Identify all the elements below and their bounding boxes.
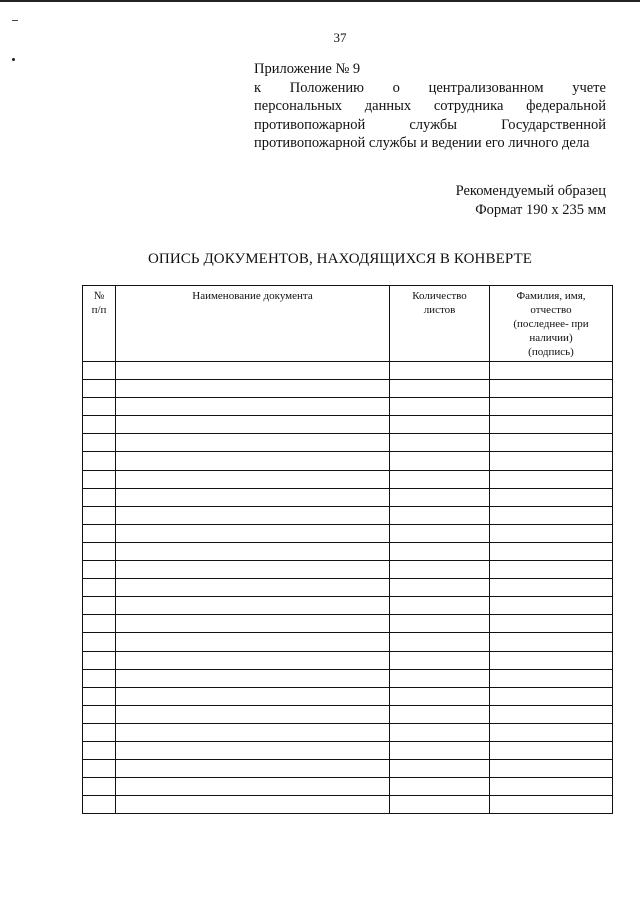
table-cell[interactable] [390, 651, 490, 669]
table-cell[interactable] [490, 615, 613, 633]
table-cell[interactable] [83, 615, 116, 633]
table-cell[interactable] [490, 669, 613, 687]
table-row [83, 380, 613, 398]
table-row [83, 452, 613, 470]
table-cell[interactable] [390, 362, 490, 380]
appendix-word: учете [572, 79, 606, 96]
table-cell[interactable] [83, 506, 116, 524]
table-cell[interactable] [116, 651, 390, 669]
table-cell[interactable] [490, 705, 613, 723]
table-cell[interactable] [83, 687, 116, 705]
header-text: Наименование документа [192, 290, 313, 302]
table-cell[interactable] [116, 452, 390, 470]
table-cell[interactable] [116, 362, 390, 380]
table-cell[interactable] [490, 561, 613, 579]
appendix-word: Государственной [501, 116, 606, 133]
table-cell[interactable] [490, 470, 613, 488]
table-cell[interactable] [390, 633, 490, 651]
table-cell[interactable] [390, 542, 490, 560]
sample-label: Рекомендуемый образец [455, 183, 606, 199]
scan-mark [12, 20, 18, 21]
table-row [83, 488, 613, 506]
table-cell[interactable] [83, 579, 116, 597]
header-text: листов [423, 304, 456, 316]
table-row [83, 597, 613, 615]
appendix-word: Положению [289, 79, 364, 96]
table-cell[interactable] [390, 416, 490, 434]
table-cell[interactable] [83, 705, 116, 723]
table-cell[interactable] [116, 633, 390, 651]
header-sheet-count [390, 286, 490, 362]
table-cell[interactable] [490, 488, 613, 506]
appendix-line-3 [254, 116, 606, 135]
table-cell[interactable] [83, 741, 116, 759]
table-cell[interactable] [83, 434, 116, 452]
table-cell[interactable] [490, 651, 613, 669]
table-cell[interactable] [83, 542, 116, 560]
table-cell[interactable] [83, 796, 116, 814]
table-cell[interactable] [116, 760, 390, 778]
table-cell[interactable] [83, 561, 116, 579]
header-text: № [93, 290, 105, 302]
table-cell[interactable] [83, 524, 116, 542]
table-cell[interactable] [116, 741, 390, 759]
table-cell[interactable] [116, 796, 390, 814]
table-row [83, 651, 613, 669]
table-cell[interactable] [83, 651, 116, 669]
table-row [83, 723, 613, 741]
table-cell[interactable] [83, 452, 116, 470]
header-text: (последнее- при [513, 318, 589, 330]
table-cell[interactable] [390, 488, 490, 506]
table-cell[interactable] [490, 579, 613, 597]
table-body [83, 362, 613, 814]
page-number: 37 [333, 30, 347, 45]
table-cell[interactable] [83, 398, 116, 416]
table-cell[interactable] [490, 597, 613, 615]
table-cell[interactable] [83, 470, 116, 488]
appendix-word: централизованном [428, 79, 544, 96]
table-row [83, 506, 613, 524]
table-cell[interactable] [390, 434, 490, 452]
table-cell[interactable] [490, 687, 613, 705]
table-cell[interactable] [390, 597, 490, 615]
table-cell[interactable] [490, 723, 613, 741]
table-cell[interactable] [490, 633, 613, 651]
table-row [83, 416, 613, 434]
table-cell[interactable] [490, 362, 613, 380]
table-cell[interactable] [390, 760, 490, 778]
table-cell[interactable] [83, 380, 116, 398]
table-cell[interactable] [116, 542, 390, 560]
table-cell[interactable] [390, 741, 490, 759]
table-cell[interactable] [490, 524, 613, 542]
appendix-word: к [254, 79, 262, 96]
appendix-word: федеральной [526, 98, 606, 114]
header-text: (подпись) [528, 346, 574, 358]
table-row [83, 561, 613, 579]
table-cell[interactable] [390, 561, 490, 579]
appendix-word: противопожарной [254, 116, 366, 133]
table-cell[interactable] [390, 796, 490, 814]
table-cell[interactable] [83, 723, 116, 741]
table-row [83, 398, 613, 416]
table-cell[interactable] [116, 488, 390, 506]
table-cell[interactable] [116, 687, 390, 705]
table-cell[interactable] [390, 615, 490, 633]
table-cell[interactable] [490, 452, 613, 470]
table-cell[interactable] [83, 488, 116, 506]
table-cell[interactable] [83, 597, 116, 615]
format-label: Формат 190 х 235 мм [475, 201, 606, 218]
table-cell[interactable] [116, 723, 390, 741]
appendix-word: сотрудника [433, 98, 504, 114]
appendix-line-4: противопожарной службы и ведении его личного дела [254, 135, 590, 151]
table-cell[interactable] [116, 561, 390, 579]
table-cell[interactable] [490, 434, 613, 452]
appendix-line-1 [254, 79, 606, 98]
header-text: п/п [91, 304, 107, 316]
document-title: ОПИСЬ ДОКУМЕНТОВ, НАХОДЯЩИХСЯ В КОНВЕРТЕ [147, 251, 532, 267]
table-row [83, 705, 613, 723]
table-cell[interactable] [83, 416, 116, 434]
table-row [83, 741, 613, 759]
table-cell[interactable] [490, 542, 613, 560]
appendix-word: службы [409, 116, 458, 133]
table-cell[interactable] [116, 669, 390, 687]
table-cell[interactable] [116, 470, 390, 488]
table-cell[interactable] [390, 705, 490, 723]
table-cell[interactable] [83, 633, 116, 651]
table-cell[interactable] [490, 760, 613, 778]
table-row [83, 579, 613, 597]
table-cell[interactable] [116, 615, 390, 633]
table-cell[interactable] [390, 452, 490, 470]
table-cell[interactable] [116, 579, 390, 597]
table-cell[interactable] [490, 416, 613, 434]
table-cell[interactable] [490, 506, 613, 524]
header-text: Фамилия, имя, [516, 290, 586, 302]
table-cell[interactable] [116, 597, 390, 615]
table-cell[interactable] [116, 416, 390, 434]
appendix-line-2 [254, 97, 606, 116]
appendix-word: персональных [254, 98, 343, 114]
scan-dot [12, 58, 15, 61]
header-text: наличии) [529, 332, 573, 344]
table-cell[interactable] [116, 705, 390, 723]
header-document-name [116, 286, 390, 362]
scan-top-edge [0, 0, 640, 2]
header-text: отчество [530, 304, 572, 316]
table-cell[interactable] [83, 778, 116, 796]
table-cell[interactable] [490, 380, 613, 398]
table-header-row [83, 286, 613, 362]
inventory-table [82, 285, 613, 814]
header-full-name-signature [490, 286, 613, 362]
table-cell[interactable] [116, 434, 390, 452]
sample-note [456, 182, 606, 219]
table-cell[interactable] [390, 669, 490, 687]
table-cell[interactable] [390, 778, 490, 796]
table-row [83, 362, 613, 380]
table-cell[interactable] [390, 506, 490, 524]
table-row [83, 524, 613, 542]
table-cell[interactable] [490, 778, 613, 796]
table-cell[interactable] [116, 778, 390, 796]
table-row [83, 778, 613, 796]
header-number [83, 286, 116, 362]
table-cell[interactable] [83, 362, 116, 380]
table-cell[interactable] [490, 741, 613, 759]
table-row [83, 470, 613, 488]
appendix-word: о [392, 79, 400, 96]
table-cell[interactable] [116, 524, 390, 542]
table-cell[interactable] [116, 380, 390, 398]
table-row [83, 760, 613, 778]
table-cell[interactable] [390, 723, 490, 741]
table-row [83, 434, 613, 452]
table-cell[interactable] [390, 524, 490, 542]
table-cell[interactable] [390, 470, 490, 488]
table-cell[interactable] [116, 506, 390, 524]
table-cell[interactable] [83, 760, 116, 778]
header-text: Количество [412, 290, 467, 302]
appendix-word: данных [364, 98, 412, 114]
table-row [83, 542, 613, 560]
appendix-title: Приложение № 9 [254, 61, 361, 77]
table-row [83, 615, 613, 633]
table-cell[interactable] [83, 669, 116, 687]
table-row [83, 687, 613, 705]
table-cell[interactable] [390, 687, 490, 705]
table-row [83, 633, 613, 651]
table-cell[interactable] [390, 380, 490, 398]
table-cell[interactable] [390, 398, 490, 416]
table-cell[interactable] [490, 796, 613, 814]
table-row [83, 796, 613, 814]
table-cell[interactable] [390, 579, 490, 597]
table-cell[interactable] [116, 398, 390, 416]
appendix-block [254, 60, 606, 153]
table-cell[interactable] [490, 398, 613, 416]
table-row [83, 669, 613, 687]
